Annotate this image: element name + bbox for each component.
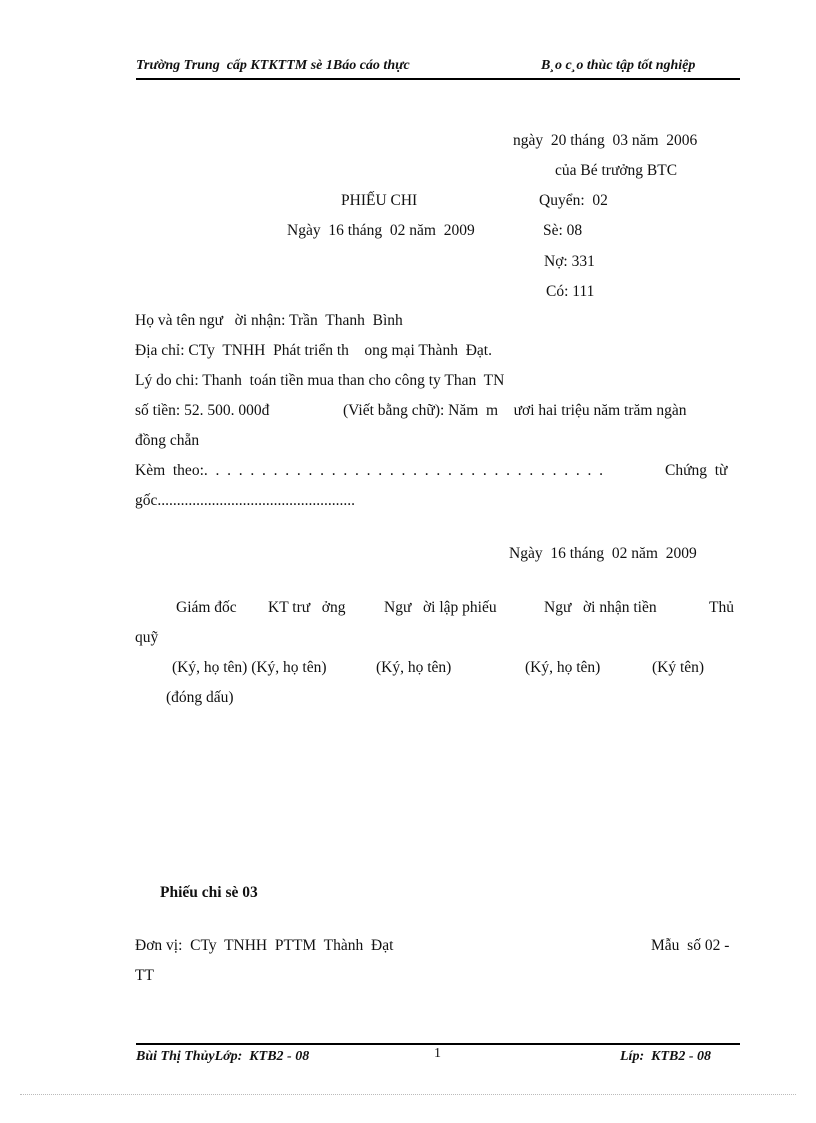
voucher-title: PHIẾU CHI [341, 192, 418, 209]
amount-figure: số tiền: 52. 500. 000đ [135, 402, 270, 419]
sign-note-4: (Ký tên) [652, 659, 705, 676]
form-ref-issuer: của Bé trưởng BTC [555, 162, 678, 179]
next-heading: Phiếu chi sè 03 [160, 884, 258, 901]
voucher-date: Ngày 16 tháng 02 năm 2009 [287, 222, 475, 239]
next-form-no-cont: TT [135, 967, 154, 984]
attachment-right: Chứng từ [665, 462, 728, 479]
sign-note-2: (Ký, họ tên) [376, 659, 452, 676]
next-form-no: Mẫu số 02 - [651, 937, 730, 954]
voucher-debit: Nợ: 331 [544, 253, 595, 270]
footer-rule [136, 1043, 740, 1045]
attachment-line: Kèm theo:. . . . . . . . . . . . . . . . . . . . . . . . . . . . . . . . . . . [135, 462, 603, 479]
amount-words: (Viết bằng chữ): Năm m ươi hai triệu năm trăm ngàn [343, 402, 687, 419]
footer-left: Bùi Thị ThủyLớp: KTB2 - 08 [136, 1049, 310, 1064]
voucher-book: Quyển: 02 [539, 192, 608, 209]
reason-line: Lý do chi: Thanh toán tiền mua than cho công ty Than TN [135, 372, 505, 389]
page-number: 1 [434, 1046, 441, 1061]
sign-date: Ngày 16 tháng 02 năm 2009 [509, 545, 697, 562]
sign-note-3: (Ký, họ tên) [525, 659, 601, 676]
sign-cashier: Thủ [709, 599, 734, 616]
address-line: Địa chỉ: CTy TNHH Phát triển th ong mại Thành Đạt. [135, 342, 492, 359]
sign-chief-accountant: KT trư ởng [268, 599, 346, 616]
header-rule [136, 78, 740, 80]
sign-cashier-cont: quỹ [135, 629, 159, 646]
header-left: Trường Trung cấp KTKTTM sè 1Báo cáo thực [136, 58, 410, 73]
next-unit: Đơn vị: CTy TNHH PTTM Thành Đạt [135, 937, 394, 954]
amount-words-cont: đồng chẵn [135, 432, 200, 449]
sign-note-1: (Ký, họ tên) (Ký, họ tên) [172, 659, 327, 676]
sign-note-5: (đóng dấu) [166, 689, 234, 706]
page-bottom-edge [20, 1094, 796, 1095]
footer-right: Líp: KTB2 - 08 [620, 1049, 711, 1064]
attachment-cont: gốc................................................... [135, 492, 356, 509]
voucher-number: Sè: 08 [543, 222, 583, 239]
voucher-credit: Có: 111 [546, 283, 595, 300]
sign-receiver: Ngư ời nhận tiền [544, 599, 657, 616]
form-ref-date: ngày 20 tháng 03 năm 2006 [513, 132, 698, 149]
sign-preparer: Ngư ời lập phiếu [384, 599, 497, 616]
header-right: B¸o c¸o thùc tập tốt nghiệp [541, 58, 696, 73]
recipient-line: Họ và tên ngư ời nhận: Trần Thanh Bình [135, 312, 403, 329]
sign-director: Giám đốc [176, 599, 237, 616]
